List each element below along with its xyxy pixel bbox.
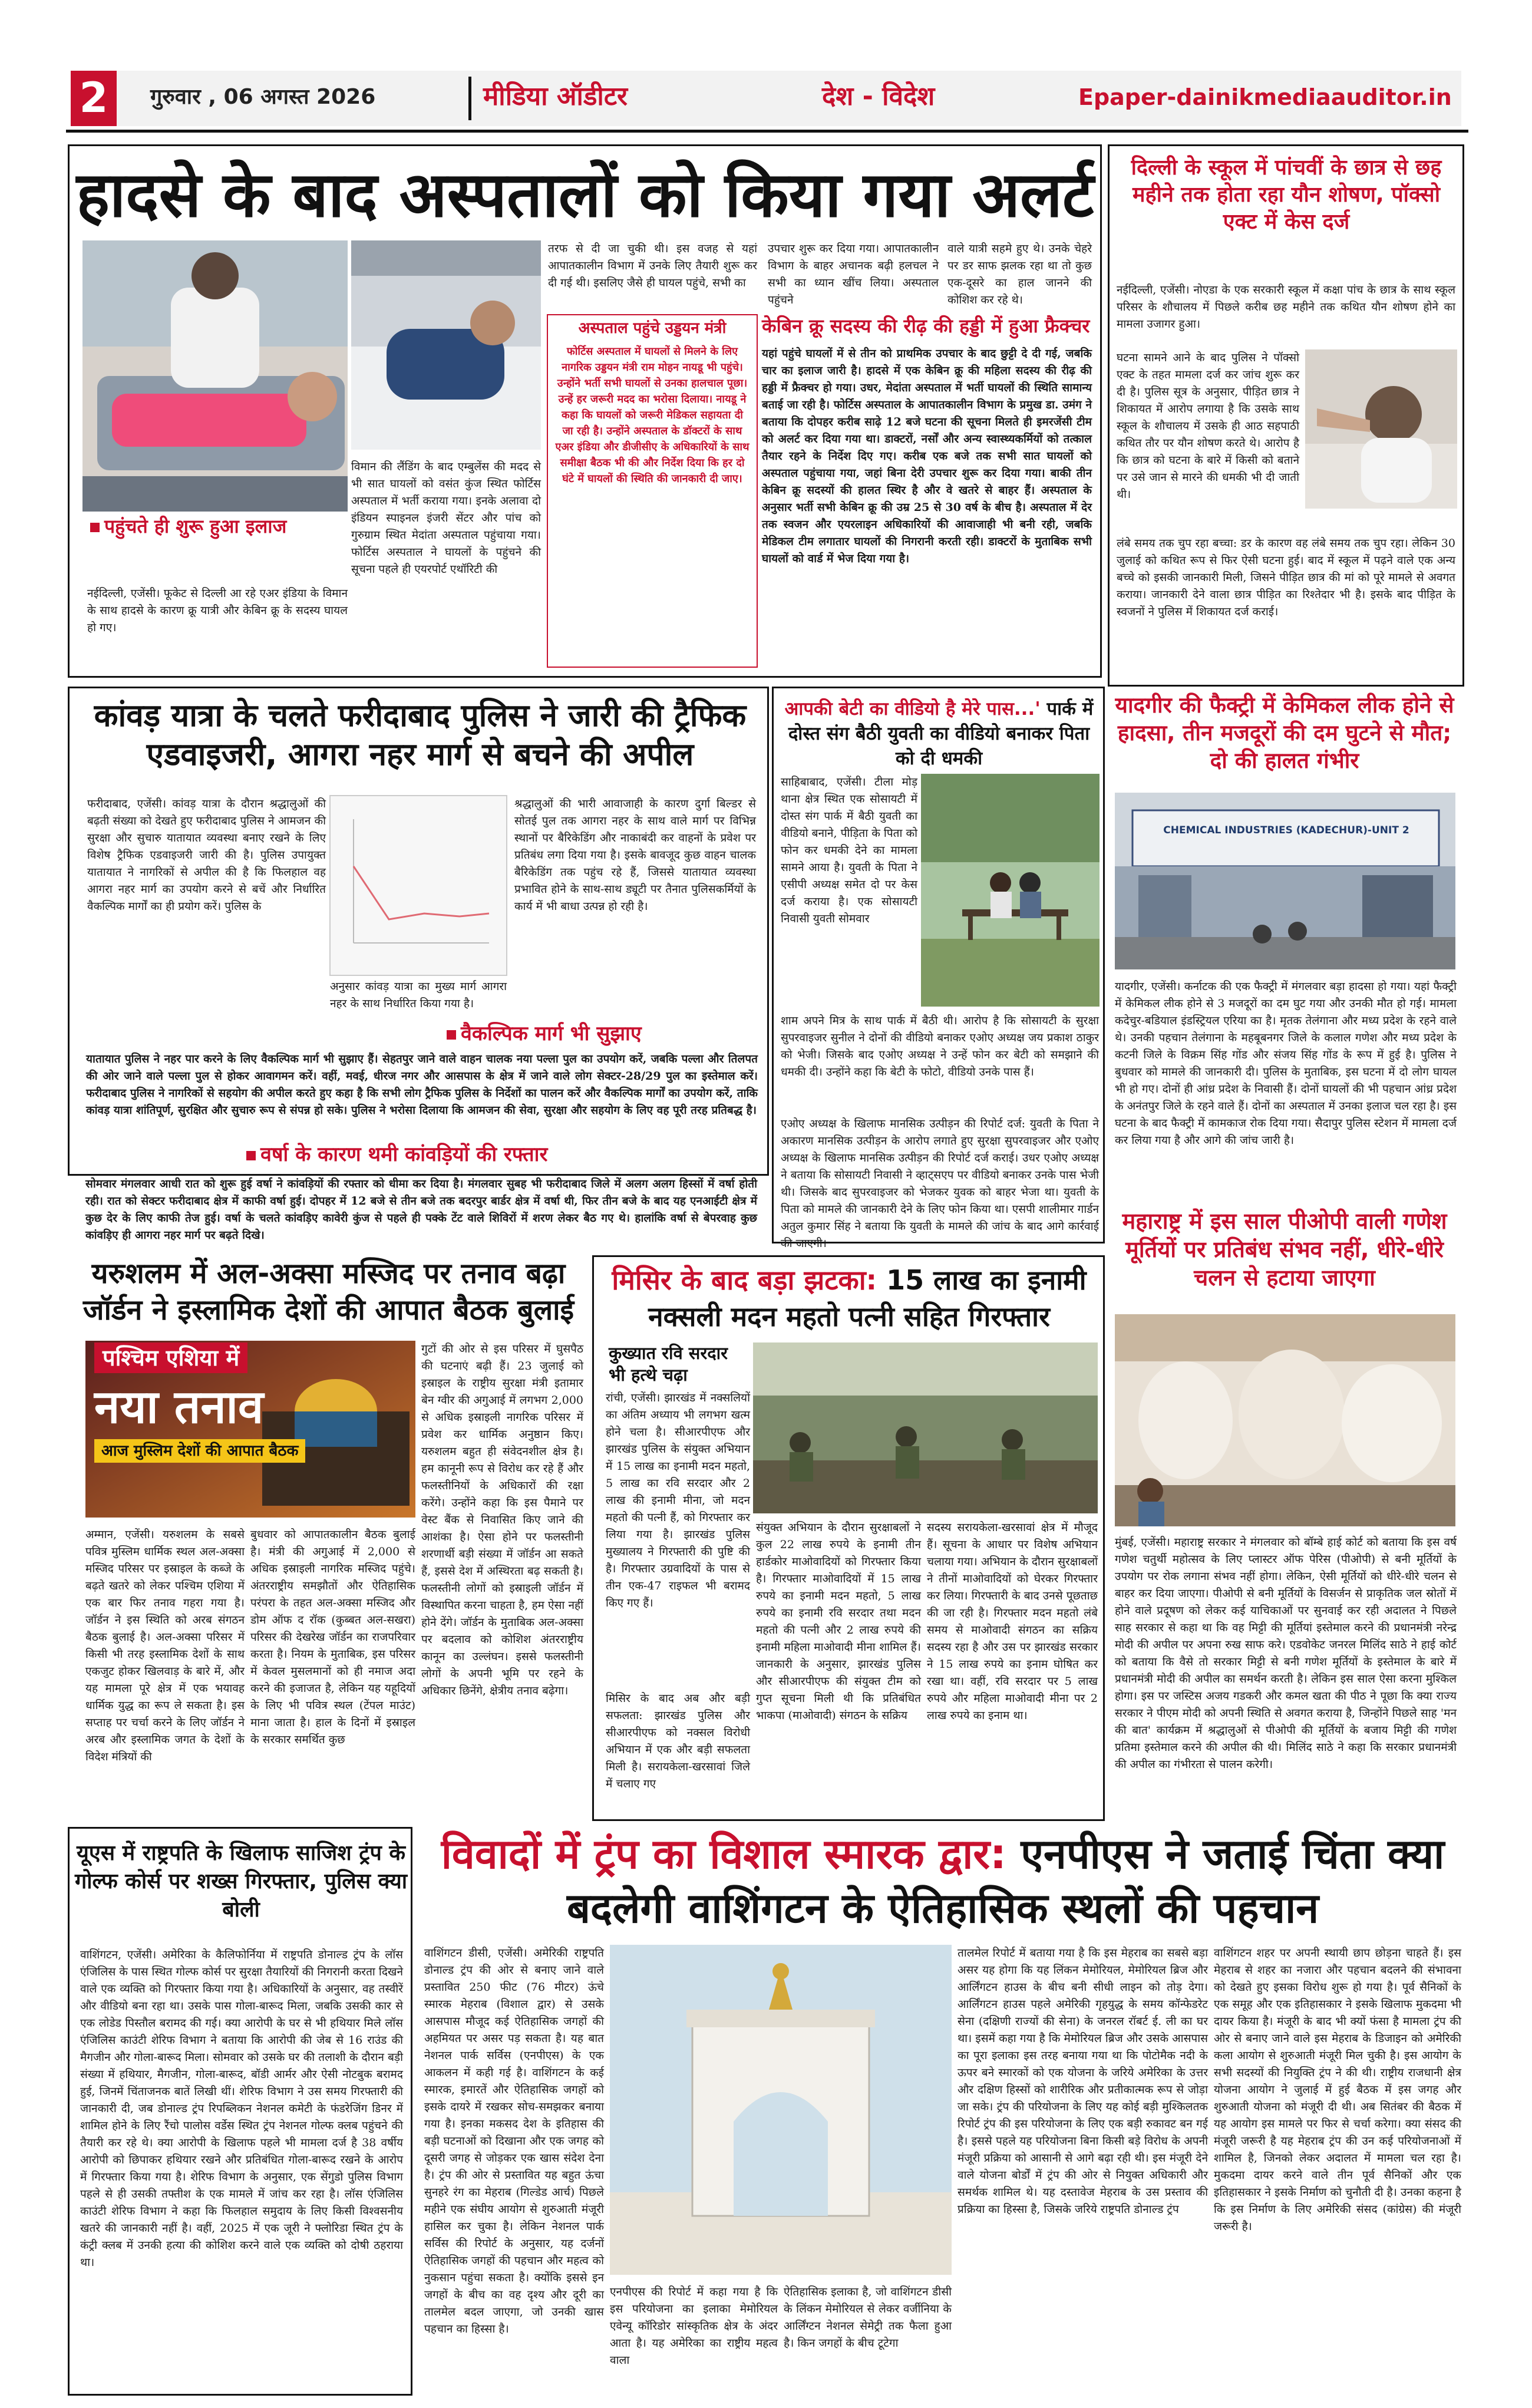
bullet-square: [447, 1030, 456, 1040]
masthead-divider: [468, 77, 471, 120]
para-3: एओए अध्यक्ष के खिलाफ मानसिक उत्पीड़न की रिपोर्ट दर्ज: युवती के पिता ने अकारण मानसिक उत्पीड़न के आरोप लगाते हुए सुरक्षा सुपरवाइजर और एओए अध्यक्ष के खिलाफ मानसिक उत्पीड़न की रिपोर्ट दर्ज कराई। उधर एओए अध्यक्ष ने बताया कि सोसायटी निवासी ने व्हाट्सएप पर वीडियो बनाकर उनके पास भेजी थी। जिसके बाद सुपरवाइजर को भेजकर युवक को बाहर भेजा था। युवती के पिता को मामले की जानकारी देने के लिए फोन किया था। एसपी शालीमार गार्डन अतुल कुमार सिंह ने बताया कि युवती के मामले की जांच के बाद आगे कार्रवाई की जाएगी।: [781, 1117, 1099, 1250]
ravi-sardar-subhead: कुख्यात रवि सरदार भी हत्थे चढ़ा: [609, 1343, 728, 1385]
article-al-aqsa: [68, 1255, 589, 1821]
headline: यरुशलम में अल-अक्सा मस्जिद पर तनाव बढ़ा जॉर्डन ने इस्लामिक देशों की आपात बैठक बुलाई: [82, 1257, 574, 1327]
headline: [418, 1827, 1467, 1935]
article-hospital-alert: [68, 144, 1102, 678]
para-1: वाशिंगटन, एजेंसी। अमेरिका के कैलिफोर्निया में राष्ट्रपति डोनाल्ड ट्रंप के लॉस एंजिलिस के पास स्थित गोल्फ कोर्स पर सुरक्षा तैयारियों की निगरानी करता दिखने वाले एक व्यक्ति को गिरफ्तार किया गया है। अधिकारियों के अनुसार, वह तस्वीरें और वीडियो बना रहा था। उसके पास गोला-बारूद मिला, जबकि उसकी कार से एक लोडेड पिस्तौल बरामद की गई। क्या आरोपी के घर से भी हथियार मिले लॉस एंजिलिस काउंटी शेरिफ विभाग ने बताया कि आरोपी की जेब से 16 राउंड की मैगजीन और गोला-बारूद मिला। सोमवार को उसके घर की तलाशी के दौरान बड़ी संख्या में हथियार, मैगजीन, गोला-बारूद, बॉडी आर्मर और ऐसी नोटबुक बरामद हुई, जिनमें चिंताजनक बातें लिखी थीं। शेरिफ विभाग ने उस समय गिरफ्तारी की जानकारी दी, जब डोनाल्ड ट्रंप रिपब्लिकन नेशनल कमेटी के फंडरेजिंग डिनर में शामिल होने के लिए रैंचो पालोस वर्डेस स्थित ट्रंप नेशनल गोल्फ क्लब पहुंचने की तैयारी कर रहे थे। क्या आरोपी के खिलाफ पहले भी मामला दर्ज है 38 वर्षीय आरोपी को छिपाकर हथियार रखने और प्रतिबंधित गोला-बारूद रखने के आरोप में गिरफ्तार किया गया है। शेरिफ विभाग के अनुसार, एक सेंगुडो पुलिस विभाग पहले से ही उसकी तफ्तीश के एक मामले में जांच कर रहा है। लॉस एंजिलिस काउंटी शेरिफ विभाग ने कहा कि फिलहाल समुदाय के लिए किसी विश्वसनीय खतरे की जानकारी नहीं है। वहीं, 2025 में एक जूरी ने फ्लोरिडा स्थित ट्रंप के कंट्री क्लब में उनकी हत्या की कोशिश करने वाले एक व्यक्ति को दोषी ठहराया था।: [80, 1948, 403, 2269]
para-2: श्रद्धालुओं की भारी आवाजाही के कारण दुर्गा बिल्डर से सोतई पुल तक आगरा नहर के साथ वाले मार्ग पर विभिन्न स्थानों पर बैरिकेडिंग और नाकाबंदी कर वाहनों के प्रवेश पर प्रतिबंध लगा दिया गया है। इसके बावजूद कुछ वाहन चालक बैरिकेडिंग तक पहुंच रहे हैं, जिससे यातायात व्यवस्था प्रभावित होने के साथ-साथ ड्यूटी पर तैनात पुलिसकर्मियों के कार्य में भी बाधा उत्पन्न हो रही है।: [514, 797, 756, 913]
banner-label-3: आज मुस्लिम देशों की आपात बैठक: [94, 1439, 305, 1463]
article-trump-arch: [418, 1827, 1467, 2396]
para-4: उपचार शुरू कर दिया गया। आपातकालीन विभाग के बाहर अचानक बढ़ी हलचल ने सभी का ध्यान खींच लिया। अस्पताल पहुंचने: [768, 242, 939, 306]
article-trump-golf: [68, 1827, 412, 2396]
photo-caption: अनुसार कांवड़ यात्रा का मुख्य मार्ग आगरा नहर के साथ निर्धारित किया गया है।: [330, 980, 507, 1010]
headline-red: मिसिर के बाद बड़ा झटका:: [612, 1264, 877, 1296]
hospital-photo: [82, 240, 348, 512]
patient-photo: [351, 240, 541, 450]
article-kanwar-advisory: [68, 687, 769, 1176]
para-1: मुंबई, एजेंसी। महाराष्ट्र सरकार ने मंगलवार को बॉम्बे हाई कोर्ट को बताया कि इस वर्ष गणेश चतुर्थी महोत्सव के लिए प्लास्टर ऑफ पेरिस (पीओपी) से बनी मूर्तियों के उपयोग पर रोक लगाना संभव नहीं होगा। लेकिन, ऐसी मूर्तियों को धीरे-धीरे चलन से बाहर कर दिया जाएगा। पीओपी से बनी मूर्तियों के विसर्जन से प्राकृतिक जल स्रोतों में होने वाले प्रदूषण को लेकर कई याचिकाओं पर सुनवाई कर रही अदालत ने पिछले साह सरकार से कहा था कि वह मिट्टी की मूर्तियां इस्तेमाल करने की प्रधानमंत्री नरेन्द्र मोदी की अपील पर अपना रुख साफ करे। एडवोकेट जनरल मिलिंद साठे ने हाई कोर्ट को बताया कि वैसे तो सरकार मिट्टी से बनी गणेश मूर्तियों के इस्तेमाल के बारे में प्रधानमंत्री मोदी की अपील का समर्थन करती है। लेकिन इस साल ऐसा करना मुश्किल होगा। इस पर जस्टिस अजय गडकरी और कमल खता की पीठ ने पूछा कि क्या राज्य सरकार ने पीएम मोदी को अपनी स्थिति से अवगत कराया है, जिन्होंने पिछले साह 'मन की बात' कार्यक्रम में श्रद्धालुओं से पीओपी की मूर्तियों के बजाय मिट्टी की गणेश प्रतिमा इस्तेमाल करने की अपील की थी। मिलिंद साठे ने कहा कि सरकार प्रधानमंत्री की अपील का गंभीरता से पालन करेगी।: [1115, 1536, 1457, 1771]
arch-photo: [610, 1945, 952, 2275]
bullet-square: [246, 1151, 256, 1160]
bullet-square: [90, 523, 100, 532]
para-3: ऐतिहासिक इलाका है, जो वाशिंगटन डीसी के लिंकन मेमोरियल से लेकर वर्जीनिया के आर्लिंग्टन नेशनल सेमेट्री तक फैला हुआ है। किन जगहों के बीच टूटेगा: [784, 2285, 952, 2350]
masthead: [0, 0, 1532, 141]
fracture-subhead: केबिन क्रू सदस्य की रीढ़ की हड्डी में हुआ फ्रैक्चर: [762, 315, 1090, 337]
photo-caption: [90, 514, 349, 538]
headline: कांवड़ यात्रा के चलते फरीदाबाद पुलिस ने जारी की ट्रैफिक एडवाइजरी, आगरा नहर मार्ग से बचने की अपील: [94, 698, 747, 773]
subhead-text: वर्षा के कारण थमी कांवड़ियों की रफ्तार: [260, 1143, 548, 1166]
para-1: वाशिंगटन डीसी, एजेंसी। अमेरिकी राष्ट्रपति डोनाल्ड ट्रंप की ओर से बनाए जाने वाले प्रस्तावित 250 फीट (76 मीटर) ऊंचे स्मारक मेहराब (विशाल द्वार) से उसके आसपास मौजूद कई ऐतिहासिक जगहों की अहमियत पर असर पड़ सकता है। यह बात नेशनल पार्क सर्विस (एनपीएस) के एक आकलन में कही गई है। वाशिंगटन के कई स्मारक, इमारतें और ऐतिहासिक जगहों को इसके दायरे में रखकर सोच-समझकर बनाया गया है। इनका मकसद देश के इतिहास की बड़ी घटनाओं को दिखाना और एक जगह को दूसरी जगह से जोड़कर एक खास संदेश देना है। ट्रंप की ओर से प्रस्तावित यह बहुत ऊंचा सुनहरे रंग का मेहराब (गिल्डेड आर्च) पिछले महीने एक संघीय आयोग से शुरुआती मंजूरी हासिल कर चुका है। लेकिन नेशनल पार्क सर्विस की रिपोर्ट के अनुसार, यह दर्जनों ऐतिहासिक जगहों की पहचान और महत्व को नुकसान पहुंचा सकता है। क्योंकि इससे इन जगहों के बीच का वह दृश्य और दूरी का तालमेल बदल जाएगा, जो उनकी खास पहचान का हिस्सा है।: [424, 1947, 604, 2336]
factory-photo: [1115, 793, 1455, 969]
article-delhi-school: [1108, 144, 1464, 687]
para-2: एनपीएस की रिपोर्ट में कहा गया है कि इस परियोजना का इलाका मेमोरियल एवेन्यू कॉरिडोर सांस्कृतिक क्षेत्र के अंदर आता है। यह अमेरिका का राष्ट्रीय महत्व वाला: [610, 2285, 778, 2367]
headline: [599, 1262, 1100, 1335]
para-3: संयुक्त अभियान के दौरान सुरक्षाबलों ने कुल 22 लाख रुपये के इनामी तीन हार्डकोर माओवादियों को गिरफ्तार किया है। गिरफ्तार माओवादियों में 15 लाख रुपये का इनामी मदन महतो, 5 लाख रुपये का इनामी रवि सरदार तथा मदन महतो की पत्नी और 2 लाख रुपये की इनामी महिला माओवादी मीना शामिल हैं। जानकारी के अनुसार, झारखंड पुलिस और सीआरपीएफ की संयुक्त टीम को गुप्त सूचना मिली थी कि प्रतिबंधित भाकपा (माओवादी) संगठन के सक्रिय: [756, 1521, 921, 1722]
alt-route-subhead: [447, 1021, 765, 1046]
para-1: गुटों की ओर से इस परिसर में घुसपैठ की घटनाएं बढ़ी हैं। 23 जुलाई को इस्राइल के राष्ट्रीय सुरक्षा मंत्री इतामार बेन ग्वीर की अगुआई में लगभग 2,000 से अधिक इस्राइली नागरिक परिसर में प्रवेश कर धार्मिक अनुष्ठान किए। यरुशलम बहुत ही संवेदनशील क्षेत्र है। हम कानूनी रूप से विरोध कर रहे हैं और फलस्तीनियों के अधिकारों की रक्षा करेंगे। उन्होंने कहा कि इस पैमाने पर वेस्ट बैंक से निवासित किए जाने की आशंका है। ऐसा होने पर फलस्तीनी शरणार्थी बड़ी संख्या में जॉर्डन आ सकते हैं, इससे देश में अस्थिरता बढ़ सकती है। फलस्तीनी लोगों को इस्राइली जॉर्डन में विस्थापित करना चाहता है, हम ऐसा नहीं होने देंगे। जॉर्डन के मुताबिक अल-अक्सा पर बदलाव को कोशिश अंतरराष्ट्रीय कानून का उल्लंघन। इससे फलस्तीनी लोगों के अपनी भूमि पर रहने के अधिकार छिनेंगे, क्षेत्रीय तनाव बढ़ेगा।: [421, 1342, 583, 1697]
para-2: अम्मान, एजेंसी। यरुशलम के सबसे पवित्र मुस्लिम धार्मिक स्थल अल-अक्सा मस्जिद परिसर पर इस्राइल के कब्जे के बढ़ते खतरे को लेकर पश्चिम एशिया में एक बार फिर तनाव गहरा गया है। जॉर्डन ने इस स्थिति को अरब संगठन बैठक बुलाई है। अल-अक्सा परिसर में किसी भी तरह इस्लामिक देशों के साथ एकजुट होकर खिलवाड़ के बारे में, और यह मामला पूरे क्षेत्र में एक भयावह धार्मिक युद्ध का रूप ले सकता है। इस सप्ताह पर चर्चा करने के लिए जॉर्डन ने अरब और इस्लामिक जगत के देशों के विदेश मंत्रियों की: [85, 1528, 245, 1763]
idols-photo: [1115, 1314, 1455, 1526]
banner-label-1: पश्चिम एशिया में: [94, 1342, 247, 1373]
alt-route-text: यातायात पुलिस ने नहर पार करने के लिए वैकल्पिक मार्ग भी सुझाए हैं। सेहतपुर जाने वाले वाहन चालक नया पल्ला पुल का उपयोग करें, जबकि पल्ला और तिलपत की ओर जाने वाले पल्ला पुल से होकर आवागमन करें। वहीं, मवई, धीरज नगर और आसपास के क्षेत्र में जाने वाले लोग सेक्टर-28/29 पुल का इस्तेमाल करें। फरीदाबाद पुलिस ने नागरिकों से सहयोग की अपील करते हुए कहा है कि सभी लोग ट्रैफिक पुलिस के निर्देशों का पालन करें और वैकल्पिक मार्गों का उपयोग करें, ताकि कांवड़ यात्रा शांतिपूर्ण, सुरक्षित और सुचारु रूप से संपन्न हो सके। पुलिस ने भरोसा दिलाया कि आमजन की सेवा, सुरक्षा और सहयोग के लिए वह पूरी तरह प्रतिबद्ध है।: [86, 1053, 758, 1117]
para-1: नईदिल्ली, एजेंसी। नोएडा के एक सरकारी स्कूल में कक्षा पांच के छात्र के साथ स्कूल परिसर के शौचालय में पिछले करीब छह महीने तक कथित यौन शोषण होने का मामला उजागर हुआ।: [1117, 283, 1455, 331]
kanwar-photo: [330, 796, 507, 975]
para-1: नईदिल्ली, एजेंसी। फूकेट से दिल्ली आ रहे एअर इंडिया के विमान के साथ हादसे के कारण क्रू यात्री और केबिन क्रू के सदस्य घायल हो गए।: [87, 587, 348, 634]
page-number: 2: [79, 74, 108, 122]
para-1: रांची, एजेंसी। झारखंड में नक्सलियों का अंतिम अध्याय भी लगभग खत्म होने चला है। सीआरपीएफ और झारखंड पुलिस के संयुक्त अभियान में 15 लाख का इनामी मदन महतो, 5 लाख का रवि सरदार और 2 लाख की इनामी मीना, जो मदन महतो की पत्नी हैं, को गिरफ्तार कर लिया गया है। झारखंड पुलिस मुख्यालय ने गिरफ्तारी की पुष्टि की है। गिरफ्तार उग्रवादियों के पास से तीन एक-47 राइफल भी बरामद किए गए हैं।: [606, 1391, 750, 1609]
para-5: वाले यात्री सहमे हुए थे। उनके चेहरे पर डर साफ झलक रहा था तो कुछ एक-दूसरे का हाल जानने की कोशिश कर रहे थे।: [947, 242, 1092, 306]
park-photo: [921, 774, 1100, 1007]
para-2: शाम अपने मित्र के साथ पार्क में बैठी थी। आरोप है कि सोसायटी के सुरक्षा सुपरवाइजर सुनील ने दोनों की वीडियो बनाकर एओए अध्यक्ष जय प्रकाश ठाकुर को भेजी। जिसके बाद एओए अध्यक्ष ने उन्हें फोन कर बेटी को समझाने की धमकी दी। उन्होंने कहा कि बेटी के फोटो, वीडियो उनके पास हैं।: [781, 1014, 1099, 1078]
headline-red: आपकी बेटी का वीडियो है मेरे पास...': [784, 698, 1041, 720]
issue-date: गुरुवार , 06 अगस्त 2026: [150, 85, 376, 109]
headline: यादगीर की फैक्ट्री में केमिकल लीक होने से हादसा, तीन मजदूरों की दम घुटने से मौत; दो की हालत गंभीर: [1115, 692, 1454, 773]
headline-red: विवादों में ट्रंप का विशाल स्मारक द्वार:: [441, 1830, 1006, 1878]
subhead-text: वैकल्पिक मार्ग भी सुझाए: [461, 1022, 642, 1045]
caption-text: पहुंचते ही शुरू हुआ इलाज: [104, 515, 287, 537]
para-4: सदस्य सरायकेला-खरसावां क्षेत्र में मौजूद हैं। सूचना के आधार पर विशेष अभियान चलाया गया। अभियान के दौरान सुरक्षाबलों ने तीनों माओवादियों को घेरकर गिरफ्तार कर लिया। गिरफ्तारी के बाद उनसे पूछताछ की जा रही है। गिरफ्तार मदन महतो लंबे समय से माओवादी संगठन का सक्रिय सदस्य रहा है और उस पर झारखंड सरकार ने 15 लाख रुपये का इनाम घोषित कर रखा था। वहीं, रवि सरदार पर 5 लाख रुपये और महिला माओवादी मीना पर 2 लाख रुपये का इनाम था।: [927, 1521, 1098, 1722]
para-2: विमान की लैंडिंग के बाद एम्बुलेंस की मदद से भी सात घायलों को वसंत कुंज स्थित फोर्टिस अस्पताल में भर्ती कराया गया। इनके अलावा दो इंडियन स्पाइनल इंजरी सेंटर और पांच को गुरुग्राम स्थित मेदांता अस्पताल पहुंचाया गया। फोर्टिस अस्पताल ने घायलों के पहुंचने की सूचना पहले ही एयरपोर्ट एथॉरिटी की: [351, 460, 541, 576]
para-3: तरफ से दी जा चुकी थी। इस वजह से यहां आपातकालीन विभाग में उनके लिए तैयारी शुरू कर दी गई थी। इसलिए जैसे ही घायल पहुंचे, सभी का: [548, 242, 757, 289]
minister-box: [547, 314, 758, 668]
para-3: बुधवार को आपातकालीन बैठक बुलाई है। मंत्री की अगुआई में 2,000 से अधिक इस्राइली नागरिक मस्जिद पहुंचे। अंतरराष्ट्रीय समझौतों और ऐतिहासिक परंपरा के तहत अल-अक्सा मस्जिद और डोम ऑफ द रॉक (कुब्बत अल-सखरा) परिसर की देखरेख जॉर्डन का राजपरिवार करता है। नियम के मुताबिक, इस परिसर में केवल मुसलमानों को ही नमाज अदा करने की इजाजत है, लेकिन यह यहूदियों के लिए भी पवित्र स्थल (टेंपल माउंट) माना जाता है। हाल के दिनों में इस्राइल के सरकार समर्थित कुछ: [250, 1528, 415, 1746]
para-5: वाशिंगटन शहर पर अपनी स्थायी छाप छोड़ना चाहते हैं। इस मेहराब से शहर का नजारा और पहचान बदलने की संभावना को देखते हुए इसका विरोध शुरू हो गया है। पूर्व सैनिकों के एक समूह और एक इतिहासकार ने इसके खिलाफ मुकदमा भी दायर किया है। मंजूरी के बाद भी क्यों फंसा है मामला ट्रंप की ओर से बनाए जाने वाले इस मेहराब के डिजाइन को अमेरिकी कला आयोग से शुरुआती मंजूरी मिल चुकी है। इस आयोग के सभी सदस्यों की नियुक्ति ट्रंप ने की थी। राष्ट्रीय राजधानी क्षेत्र योजना आयोग ने जुलाई में हुई बैठक में इस जगह और शुरुआती योजना को मंजूरी दी थी। अब सितंबर की बैठक में यह आयोग इस मामले पर फिर से चर्चा करेगा। क्या संसद की मंजूरी जरूरी है यह मेहराब ट्रंप की उन कई परियोजनाओं में शामिल है, जिनको लेकर अदालत में मामला चल रहा है। मुकदमा दायर करने वाले तीन पूर्व सैनिकों और एक इतिहासकार ने इसके निर्माण को चुनौती दी है। उनका कहना है कि इस निर्माण के लिए अमेरिकी संसद (कांग्रेस) की मंजूरी जरूरी है।: [1214, 1947, 1461, 2233]
masthead-rule: [66, 130, 1468, 133]
article-park-video: [772, 687, 1105, 1250]
headline: यूएस में राष्ट्रपति के खिलाफ साजिश ट्रंप के गोल्फ कोर्स पर शख्स गिरफ्तार, पुलिस क्या बोली: [74, 1841, 408, 1922]
minister-subhead: अस्पताल पहुंचे उड्डयन मंत्री: [578, 319, 727, 337]
child-photo: [1305, 349, 1457, 509]
banner-label-2: नया तनाव: [94, 1381, 264, 1434]
paper-name: मीडिया ऑडीटर: [483, 81, 628, 111]
article-naxal-arrest: [592, 1255, 1105, 1821]
fracture-text: यहां पहुंचे घायलों में से तीन को प्राथमिक उपचार के बाद छुट्टी दे दी गई, जबकि चार का इलाज जारी है। हादसे में एक केबिन क्रू की महिला सदस्य की रीढ़ की हड्डी में फ्रैक्चर हो गया। उधर, मेदांता अस्पताल में भर्ती घायलों की स्थिति सामान्य बताई जा रही है। फोर्टिस अस्पताल के आपातकालीन विभाग के प्रमुख डा. उमंग ने बताया कि दोपहर करीब साढ़े 12 बजे घटना की सूचना मिलते ही इमरजेंसी टीम को अलर्ट कर दिया गया था। डाक्टरों, नर्सों और अन्य स्वास्थ्यकर्मियों को तत्काल तैयार रहने के निर्देश दिए गए। करीब एक बजे तक सभी सात घायलों को अस्पताल पहुंचाया गया, जहां बिना देरी उपचार शुरू कर दिया गया। बाकी तीन केबिन क्रू सदस्यों की हालत स्थिर है और वे खतरे से बाहर हैं। अस्पताल के अनुसार भर्ती सभी केबिन क्रू की उम्र 25 से 30 वर्ष के बीच है। अस्पताल में देर तक स्वजन और एयरलाइन अधिकारियों की आवाजाही भी बनी रही, जबकि मेडिकल टीम लगातार घायलों की निगरानी करती रही। डाक्टरों के मुताबिक सभी घायलों को वार्ड में भेज दिया गया है।: [762, 347, 1092, 565]
article-yadgir-factory: [1108, 687, 1464, 1199]
para-3: लंबे समय तक चुप रहा बच्चा: डर के कारण वह लंबे समय तक चुप रहा। लेकिन 30 जुलाई को कथित रूप से फिर ऐसी घटना हुई। बाद में स्कूल में पढ़ने वाले एक अन्य बच्चे को इसकी जानकारी मिली, जिसने पीड़ित छात्र की मां को पूरे मामले से अवगत कराया। जानकारी देने वाला छात्र पीड़ित का रिश्तेदार भी है। इसके बाद पीड़ित के स्वजनों ने पुलिस में शिकायत दर्ज कराई।: [1117, 537, 1455, 618]
para-1: यादगीर, एजेंसी। कर्नाटक की एक फैक्ट्री में मंगलवार बड़ा हादसा हो गया। यहां फैक्ट्री में केमिकल लीक होने से 3 मजदूरों का दम घुट गया और उनकी मौत हो गई। मामला कदेचुर-बडियाल इंडस्ट्रियल एरिया का है। मृतक तेलंगाना और मध्य प्रदेश के रहने वाले थे। उनकी पहचान तेलंगाना के महबूबनगर जिले के कलाल गणेश और मध्य प्रदेश के कटनी जिले के विक्रम सिंह गोंड और संजय सिंह गोंड के रूप में हुई है। पुलिस ने बुधवार को मामले की जानकारी दी। पुलिस के मुताबिक, इस घटना में दो लोग घायल भी हो गए। दोनों ही आंध्र प्रदेश के निवासी हैं। दोनों घायलों की भी पहचान आंध्र प्रदेश के अनंतपुर जिले के रहने वाले हैं। दोनों का अस्पताल में उनका इलाज चल रहा है। इस घटना के बाद फैक्ट्री में कामकाज रोक दिया गया। सैदापुर पुलिस स्टेशन में मामला दर्ज कर लिया गया है और आगे की जांच जारी है।: [1115, 980, 1457, 1147]
rain-text: सोमवार मंगलवार आधी रात को शुरू हुई वर्षा ने कांवड़ियों की रफ्तार को धीमा कर दिया है। मंगलवार सुबह भी फरीदाबाद जिले में अलग अलग हिस्सों में वर्षा होती रही। रात को सेक्टर फरीदाबाद क्षेत्र में काफी वर्षा हुई। दोपहर में 12 बजे से तीन बजे तक बदरपुर बार्डर क्षेत्र में वर्षा थी, फिर तीन बजे के बाद यह एनआईटी क्षेत्र में कुछ देर के लिए काफी तेज हुई। वर्षा के चलते कांवड़िए कावेरी कुंज से पहले ही पक्के टेंट वाले शिविरों में शरण लेकर बैठ गए थे। हालांकि वर्षा से बेपरवाह कुछ कांवड़िए ही आगरा नहर मार्ग पर बढ़ते दिखे।: [85, 1177, 758, 1242]
para-1: फरीदाबाद, एजेंसी। कांवड़ यात्रा के दौरान श्रद्धालुओं की बढ़ती संख्या को देखते हुए फरीदाबाद पुलिस ने आमजन की सुरक्षा और सुचारु यातायात व्यवस्था बनाए रखने के लिए विशेष ट्रैफिक एडवाइजरी जारी की है। पुलिस उपायुक्त यातायात ने नागरिकों से अपील की है कि फिलहाल वह आगरा नहर मार्ग का उपयोग करने से बचें और निर्धारित वैकल्पिक मार्गों का ही प्रयोग करें। पुलिस के: [87, 797, 326, 913]
headline: हादसे के बाद अस्पतालों को किया गया अलर्ट: [76, 159, 1094, 231]
para-2: घटना सामने आने के बाद पुलिस ने पॉक्सो एक्ट के तहत मामला दर्ज कर जांच शुरू कर दी है। पुलिस सूत्र के अनुसार, पीड़ित छात्र ने शिकायत में आरोप लगाया है कि उसके साथ स्कूल के शौचालय में उसके ही आठ सहपाठी कथित तौर पर यौन शोषण करते थे। आरोप है कि छात्र को घटना के बारे में किसी को बताने पर उसे जान से मारने की धमकी भी दी जाती थी।: [1117, 351, 1299, 501]
para-1: साहिबाबाद, एजेंसी। टीला मोड़ थाना क्षेत्र स्थित एक सोसायटी में दोस्त संग पार्क में बैठी युवती का वीडियो बनाने, पीड़िता के पिता को फोन कर धमकी देने का मामला सामने आया है। युवती के पिता ने एसीपी अध्यक्ष समेत दो पर केस दर्ज कराया है। एक सोसायटी निवासी युवती सोमवार: [781, 776, 917, 925]
security-forces-photo: [753, 1342, 1098, 1513]
epaper-link[interactable]: Epaper-dainikmediaauditor.in: [1078, 84, 1452, 110]
headline-black: एनपीएस ने जताई चिंता क्या बदलेगी वाशिंगटन के ऐतिहासिक स्थलों की पहचान: [566, 1830, 1445, 1932]
headline-black: पार्क में दोस्त संग बैठी युवती का वीडियो बनाकर पिता को दी धमकी: [788, 698, 1094, 769]
article-ganesh-idols: [1108, 1202, 1464, 1815]
section-name: देश - विदेश: [822, 81, 935, 111]
headline: महाराष्ट्र में इस साल पीओपी वाली गणेश मूर्तियों पर प्रतिबंध संभव नहीं, धीरे-धीरे चलन से हटाया जाएगा: [1122, 1208, 1447, 1291]
headline: [778, 697, 1100, 771]
factory-sign: CHEMICAL INDUSTRIES (KADECHUR)-UNIT 2: [1163, 824, 1409, 836]
headline-black: 15 लाख का इनामी नक्सली मदन महतो पत्नी सहित गिरफ्तार: [648, 1264, 1087, 1332]
headline: दिल्ली के स्कूल में पांचवीं के छात्र से छह महीने तक होता रहा यौन शोषण, पॉक्सो एक्ट में केस दर्ज: [1131, 156, 1442, 234]
para-2: मिसिर के बाद अब और बड़ी सफलता: झारखंड पुलिस और सीआरपीएफ को नक्सल विरोधी अभियान में एक और बड़ी सफलता मिली है। सरायकेला-खरसावां जिले में चलाए गए: [606, 1692, 750, 1790]
minister-text: फोर्टिस अस्पताल में घायलों से मिलने के लिए नागरिक उड्डयन मंत्री राम मोहन नायडू भी पहुंचे। उन्होंने भर्ती सभी घायलों से उनका हालचाल पूछा। उन्हें हर जरूरी मदद का भरोसा दिलाया। नायडू ने कहा कि घायलों को जरूरी मेडिकल सहायता दी जा रही है। उन्होंने अस्पताल के डॉक्टरों के साथ एअर इंडिया और डीजीसीए के अधिकारियों के साथ समीक्षा बैठक भी की और निर्देश दिया कि हर दो घंटे में घायलों की स्थिति की जानकारी दी जाए।: [555, 345, 750, 485]
para-4: तालमेल रिपोर्ट में बताया गया है कि इस मेहराब का सबसे बड़ा असर यह होगा कि यह लिंकन मेमोरियल, मेमोरियल ब्रिज और आर्लिंगटन हाउस के बीच बनी सीधी लाइन को तोड़ देगा। आर्लिंगटन हाउस पहले अमेरिकी गृहयुद्ध के समय कॉन्फेडरेट सेना (दक्षिणी राज्यों की सेना) के जनरल रॉबर्ट ई. ली का घर था। इसमें कहा गया है कि मेमोरियल ब्रिज और उसके आसपास का पूरा इलाका इस तरह बनाया गया था कि पोटोमैक नदी के ऊपर बने स्मारकों को एक योजना के जरिये अमेरिका के उत्तर और दक्षिण हिस्सों को शारीरिक और प्रतीकात्मक रूप से जोड़ा जा सके। ट्रंप की परियोजना के लिए यह कोई बड़ी मुश्किलतक रिपोर्ट ट्रंप की इस परियोजना के लिए एक बड़ी रुकावट बन गई है। इससे पहले यह परियोजना बिना किसी बड़े विरोध के अपनी मंजूरी प्रक्रिया को आसानी से आगे बढ़ा रही थी। इस मंजूरी देने वाले योजना बोर्डों में ट्रंप की ओर से नियुक्त अधिकारी और समर्थक शामिल थे। यह दस्तावेज मेहराब के उस प्रस्ताव की प्रक्रिया का हिस्सा है, जिसके जरिये राष्ट्रपति डोनाल्ड ट्रंप: [958, 1947, 1208, 2216]
rain-subhead: [246, 1142, 765, 1167]
